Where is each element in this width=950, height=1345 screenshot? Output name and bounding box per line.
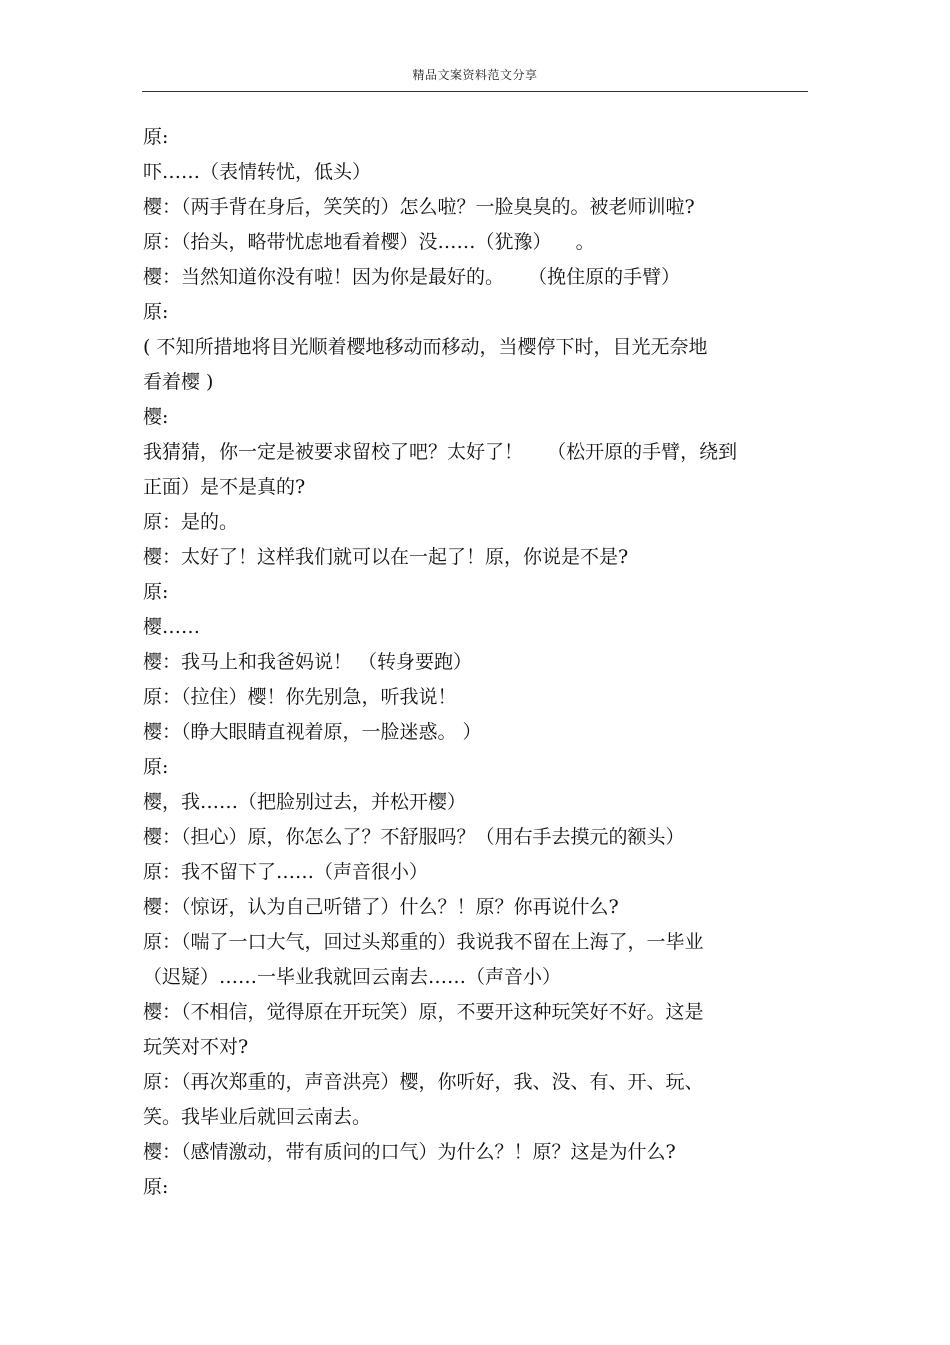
dialogue-line: 樱：太好了！这样我们就可以在一起了！原，你说是不是?: [143, 546, 629, 568]
dialogue-line: 玩笑对不对?: [143, 1036, 249, 1058]
dialogue-line: 原：（抬头，略带忧虑地看着樱）没……（犹豫） 。: [143, 231, 595, 253]
dialogue-line: 原：（再次郑重的，声音洪亮）樱，你听好，我、没、有、开、玩、: [143, 1071, 704, 1093]
header-divider: [142, 91, 808, 92]
dialogue-line: 樱：当然知道你没有啦！因为你是最好的。 （挽住原的手臂）: [143, 266, 681, 288]
dialogue-line: 樱，我……（把脸别过去，并松开樱）: [143, 791, 467, 813]
dialogue-line: 樱：（不相信，觉得原在开玩笑）原，不要开这种玩笑好不好。这是: [143, 1001, 704, 1023]
dialogue-line: 看着樱 ): [143, 371, 214, 393]
dialogue-line: 原:: [143, 301, 169, 323]
dialogue-line: 原：我不留下了……（声音很小）: [143, 861, 429, 883]
script-body: [143, 120, 793, 1205]
dialogue-line: 樱：我马上和我爸妈说！ （转身要跑）: [143, 651, 473, 673]
dialogue-line: 樱:: [143, 406, 169, 428]
dialogue-line: 樱：（感情激动，带有质问的口气）为什么？！原？这是为什么?: [143, 1141, 676, 1163]
dialogue-line: 笑。我毕业后就回云南去。: [143, 1106, 372, 1128]
dialogue-line: 我猜猜，你一定是被要求留校了吧？太好了！ （松开原的手臂，绕到: [143, 441, 738, 463]
dialogue-line: 原：是的。: [143, 511, 239, 533]
dialogue-line: 樱：（惊讶，认为自己听错了）什么？！原？你再说什么?: [143, 896, 619, 918]
dialogue-line: ( 不知所措地将目光顺着樱地移动而移动，当樱停下时，目光无奈地: [143, 336, 708, 358]
dialogue-line: 樱：（两手背在身后，笑笑的）怎么啦？一脸臭臭的。被老师训啦?: [143, 196, 695, 218]
page-header: 精品文案资料范文分享: [412, 68, 538, 82]
dialogue-line: 吓……（表情转忧，低头）: [143, 161, 372, 183]
dialogue-line: 正面）是不是真的?: [143, 476, 306, 498]
dialogue-line: 原:: [143, 756, 169, 778]
dialogue-line: 原：（拉住）樱！你先别急，听我说！: [143, 686, 457, 708]
dialogue-line: 原:: [143, 126, 169, 148]
dialogue-line: 原：（喘了一口大气，回过头郑重的）我说我不留在上海了，一毕业: [143, 931, 704, 953]
dialogue-line: （迟疑）……一毕业我就回云南去……（声音小）: [143, 966, 562, 988]
dialogue-line: 原:: [143, 1176, 169, 1198]
dialogue-line: 樱……: [143, 616, 201, 638]
dialogue-line: 原:: [143, 581, 169, 603]
dialogue-line: 樱：（睁大眼睛直视着原，一脸迷惑。 ）: [143, 721, 482, 743]
dialogue-line: 樱：（担心）原，你怎么了？不舒服吗？（用右手去摸元的额头）: [143, 826, 685, 848]
